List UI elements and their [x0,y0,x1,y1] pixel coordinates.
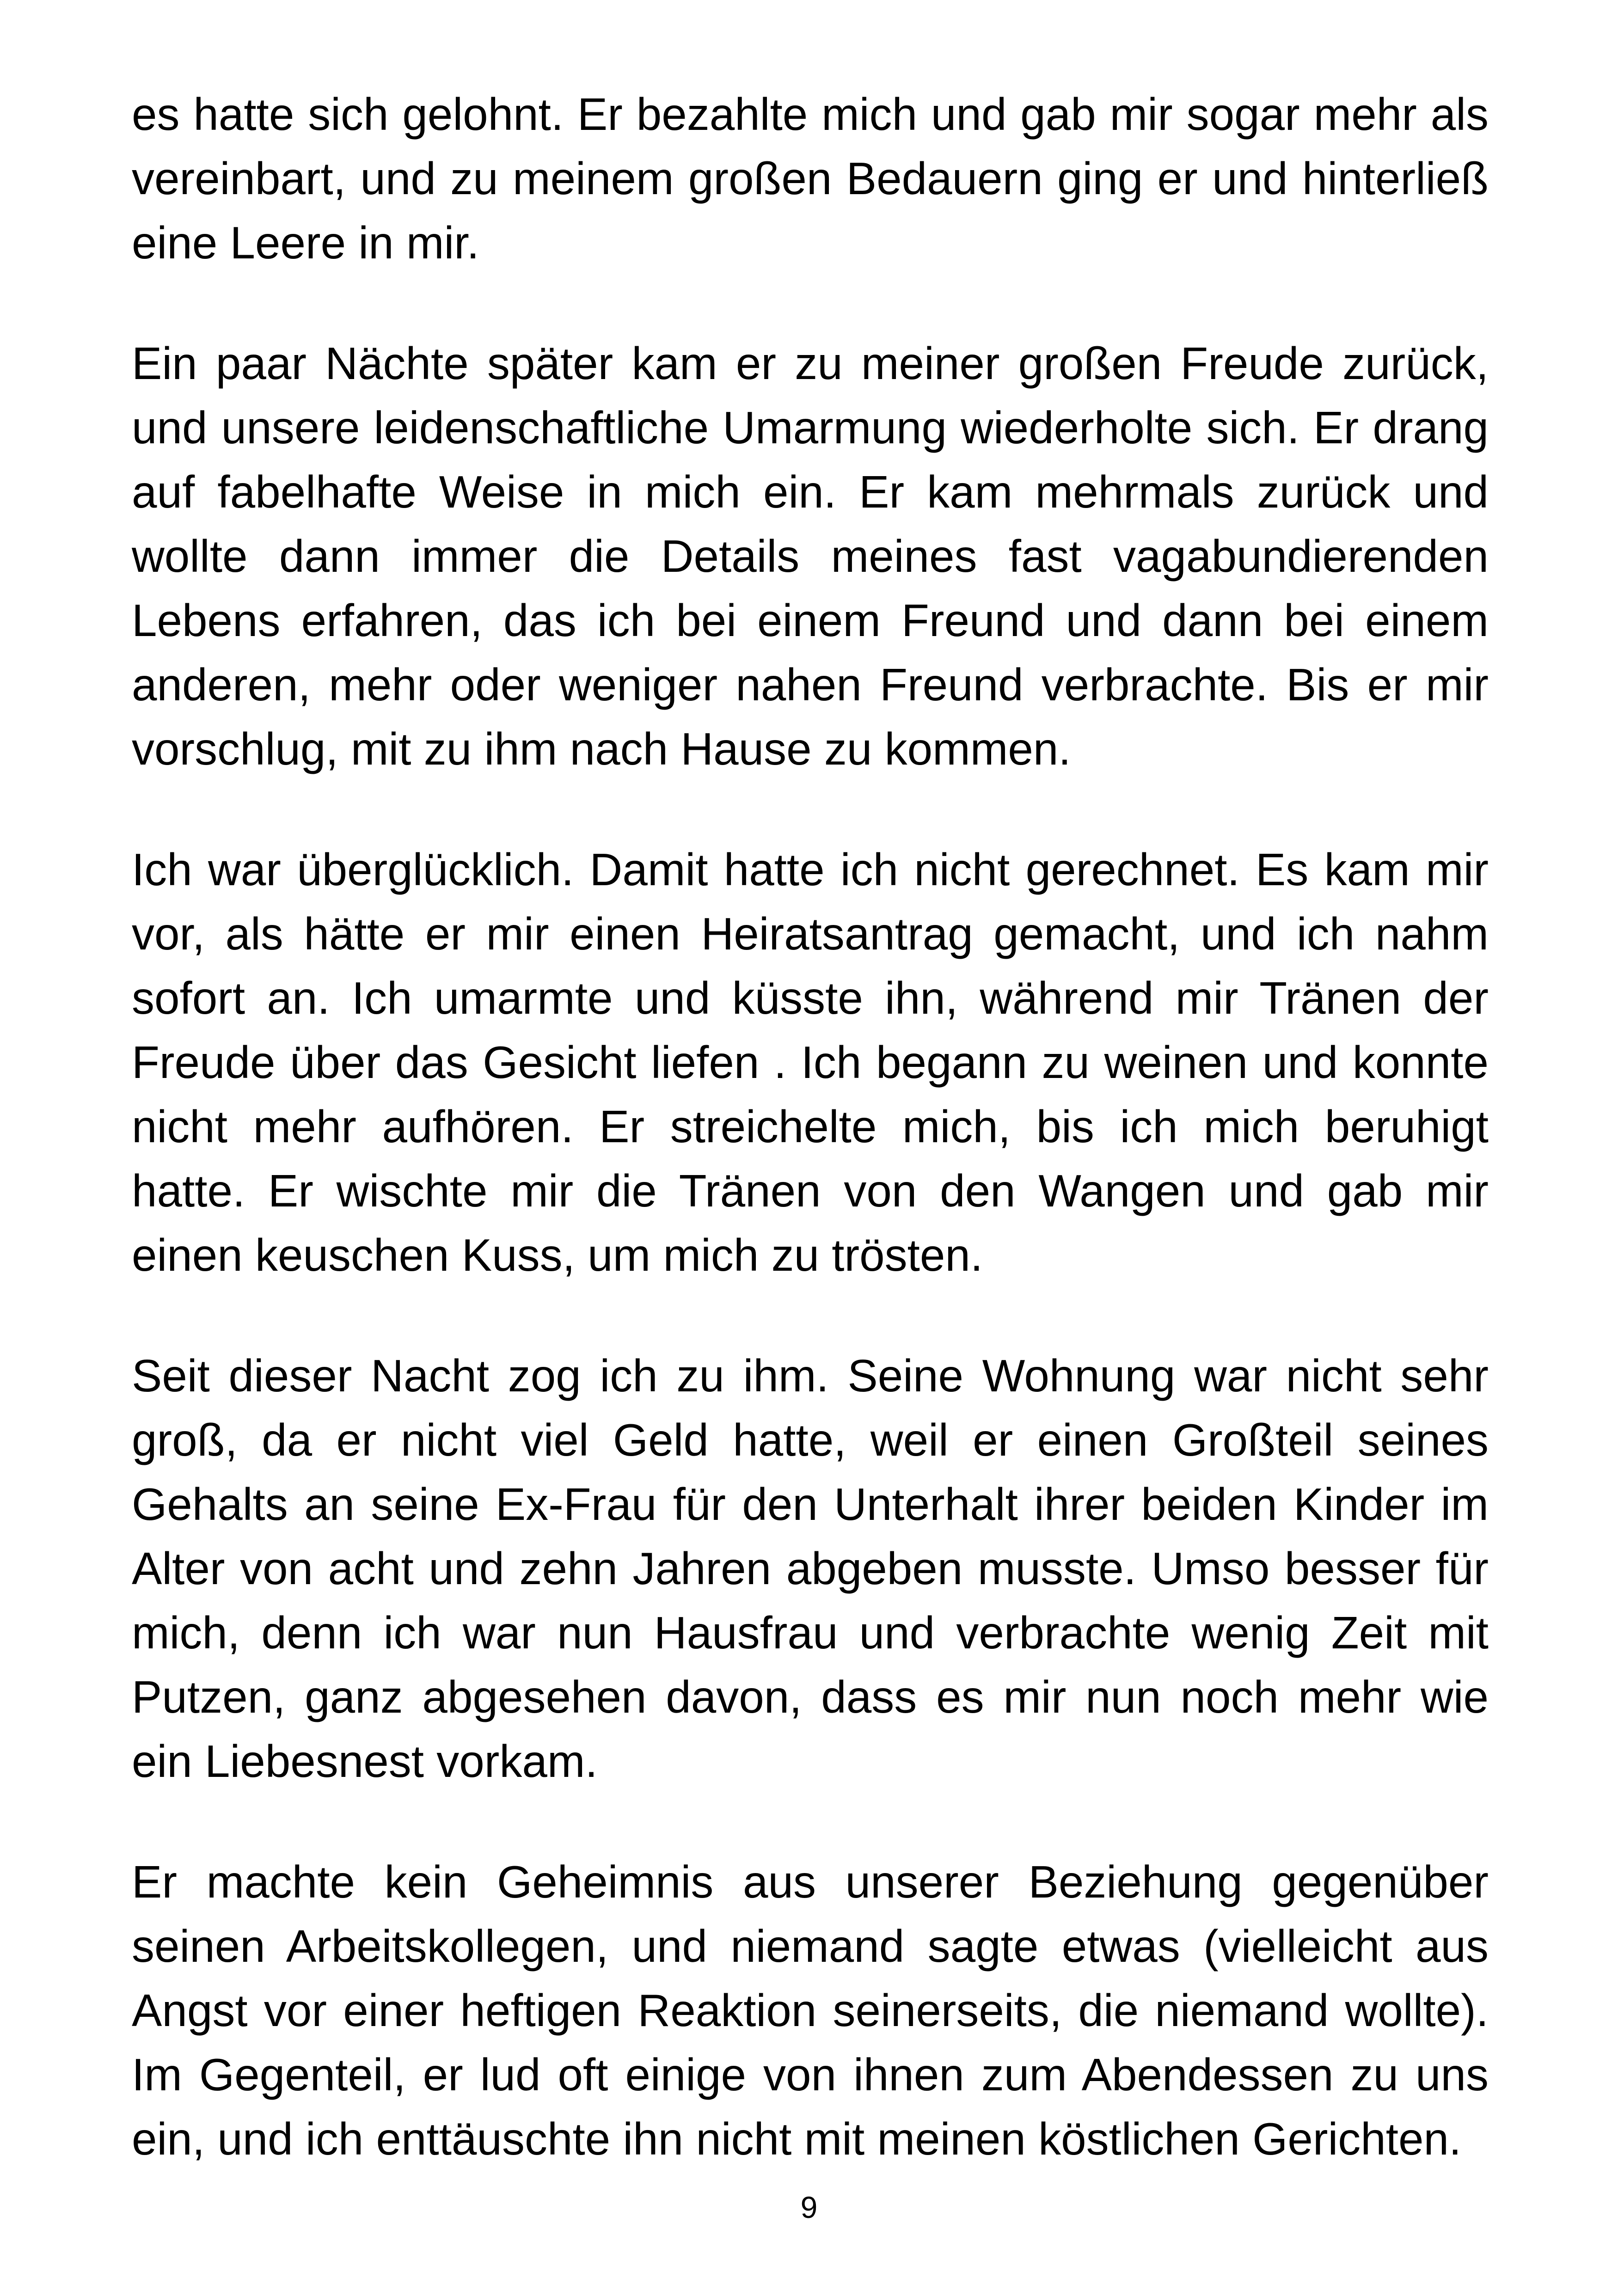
paragraph-2: Ein paar Nächte später kam er zu meiner großen Freude zurück, und unsere leidenschaftliche Umarmung wiederholte sich. Er drang auf fabelhafte Weise in mich ein. Er kam mehrmals zurück und wollte dann immer die Details meines fast vagabundierenden Lebens erfahren, das ich bei einem Freund und dann bei einem anderen, mehr oder weniger nahen Freund verbrachte. Bis er mir vorschlug, mit zu ihm nach Hause zu kommen. [132,338,1489,774]
paragraph-4: Seit dieser Nacht zog ich zu ihm. Seine Wohnung war nicht sehr groß, da er nicht viel Geld hatte, weil er einen Großteil seines Gehalts an seine Ex-Frau für den Unterhalt ihrer beiden Kinder im Alter von acht und zehn Jahren abgeben musste. Umso besser für mich, denn ich war nun Hausfrau und verbrachte wenig Zeit mit Putzen, ganz abgesehen davon, dass es mir nun noch mehr wie ein Liebesnest vorkam. [132,1350,1489,1787]
page-number: 9 [800,2190,818,2224]
paragraph-3: Ich war überglücklich. Damit hatte ich nicht gerechnet. Es kam mir vor, als hätte er mir einen Heiratsantrag gemacht, und ich nahm sofort an. Ich umarmte und küsste ihn, während mir Tränen der Freude über das Gesicht liefen . Ich begann zu weinen und konnte nicht mehr aufhören. Er streichelte mich, bis ich mich beruhigt hatte. Er wischte mir die Tränen von den Wangen und gab mir einen keuschen Kuss, um mich zu trösten. [132,844,1489,1280]
page-body [132,82,1489,2228]
paragraph-5: Er machte kein Geheimnis aus unserer Beziehung gegenüber seinen Arbeitskollegen, und niemand sagte etwas (vielleicht aus Angst vor einer heftigen Reaktion seinerseits, die niemand wollte). Im Gegenteil, er lud oft einige von ihnen zum Abendessen zu uns ein, und ich enttäuschte ihn nicht mit meinen köstlichen Gerichten. [132,1856,1489,2164]
paragraph-1: es hatte sich gelohnt. Er bezahlte mich und gab mir sogar mehr als vereinbart, und zu meinem großen Bedauern ging er und hinterließ eine Leere in mir. [132,89,1489,268]
